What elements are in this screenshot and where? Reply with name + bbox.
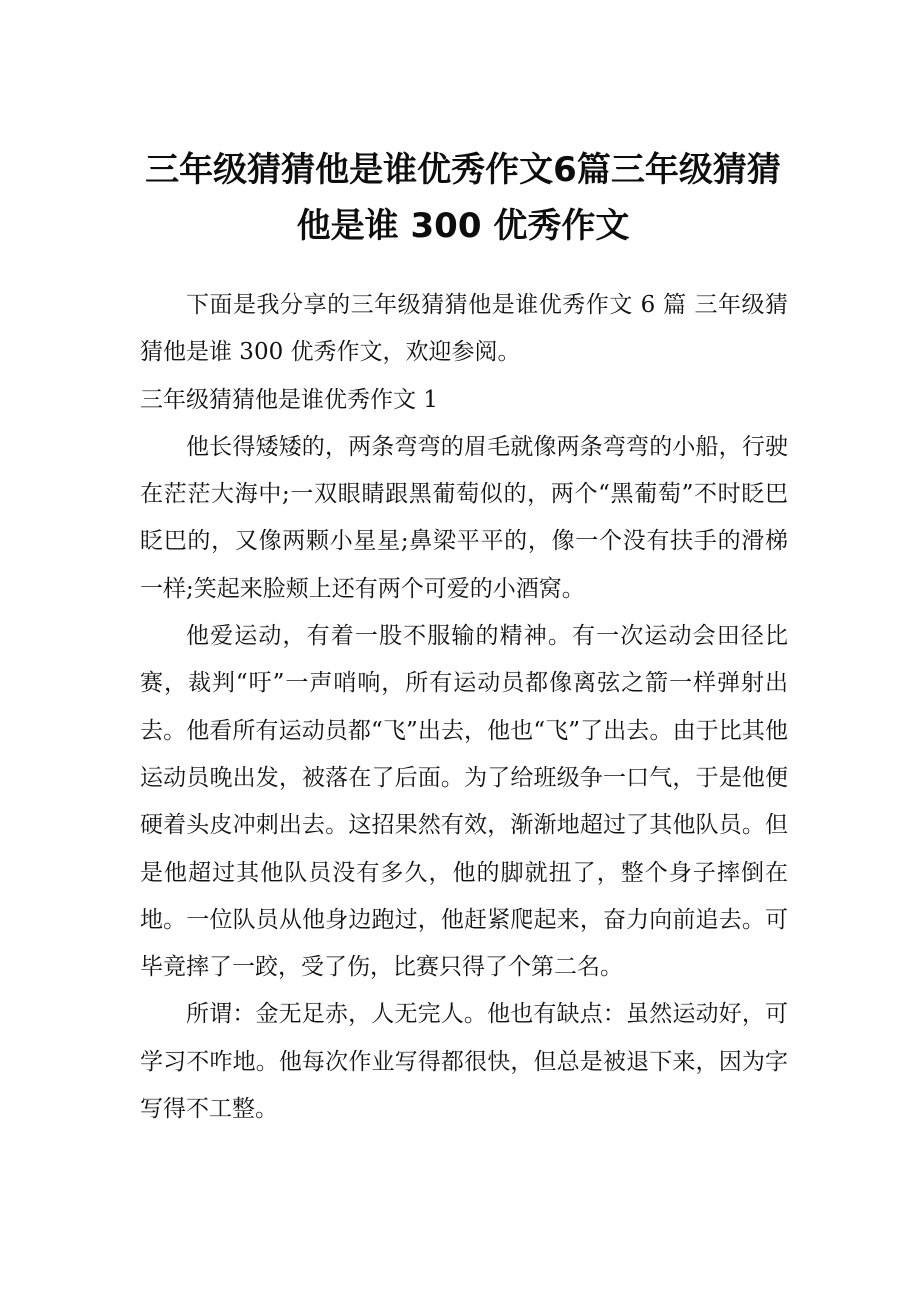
paragraph-appearance: 他长得矮矮的，两条弯弯的眉毛就像两条弯弯的小船，行驶在茫茫大海中;一双眼睛跟黑葡萄似的，两个“黑葡萄”不时眨巴眨巴的，又像两颗小星星;鼻梁平平的，像一个没有扶手的滑梯一样;笑起来脸颊上还有两个可爱的小酒窝。 xyxy=(140,433,788,602)
paragraph-sports: 他爱运动，有着一股不服输的精神。有一次运动会田径比赛，裁判“吁”一声哨响，所有运动员都像离弦之箭一样弹射出去。他看所有运动员都“飞”出去，他也“飞”了出去。由于比其他运动员晚出发，被落在了后面。为了给班级争一口气，于是他便硬着头皮冲刺出去。这招果然有效，渐渐地超过了其他队员。但是他超过其他队员没有多久，他的脚就扭了，整个身子摔倒在地。一位队员从他身边跑过，他赶紧爬起来，奋力向前追去。可毕竟摔了一跤，受了伤，比赛只得了个第二名。 xyxy=(140,623,788,981)
paragraph-shortcomings: 所谓：金无足赤，人无完人。他也有缺点：虽然运动好，可学习不咋地。他每次作业写得都很快，但总是被退下来，因为字写得不工整。 xyxy=(140,1001,788,1123)
document-body xyxy=(140,282,788,1133)
document-title: 三年级猜猜他是谁优秀作文6篇三年级猜猜他是谁 300 优秀作文 xyxy=(145,150,781,246)
section-heading-essay-1: 三年级猜猜他是谁优秀作文 1 xyxy=(140,386,438,413)
paragraph-intro: 下面是我分享的三年级猜猜他是谁优秀作文 6 篇 三年级猜猜他是谁 300 优秀作文，欢迎参阅。 xyxy=(140,292,788,366)
